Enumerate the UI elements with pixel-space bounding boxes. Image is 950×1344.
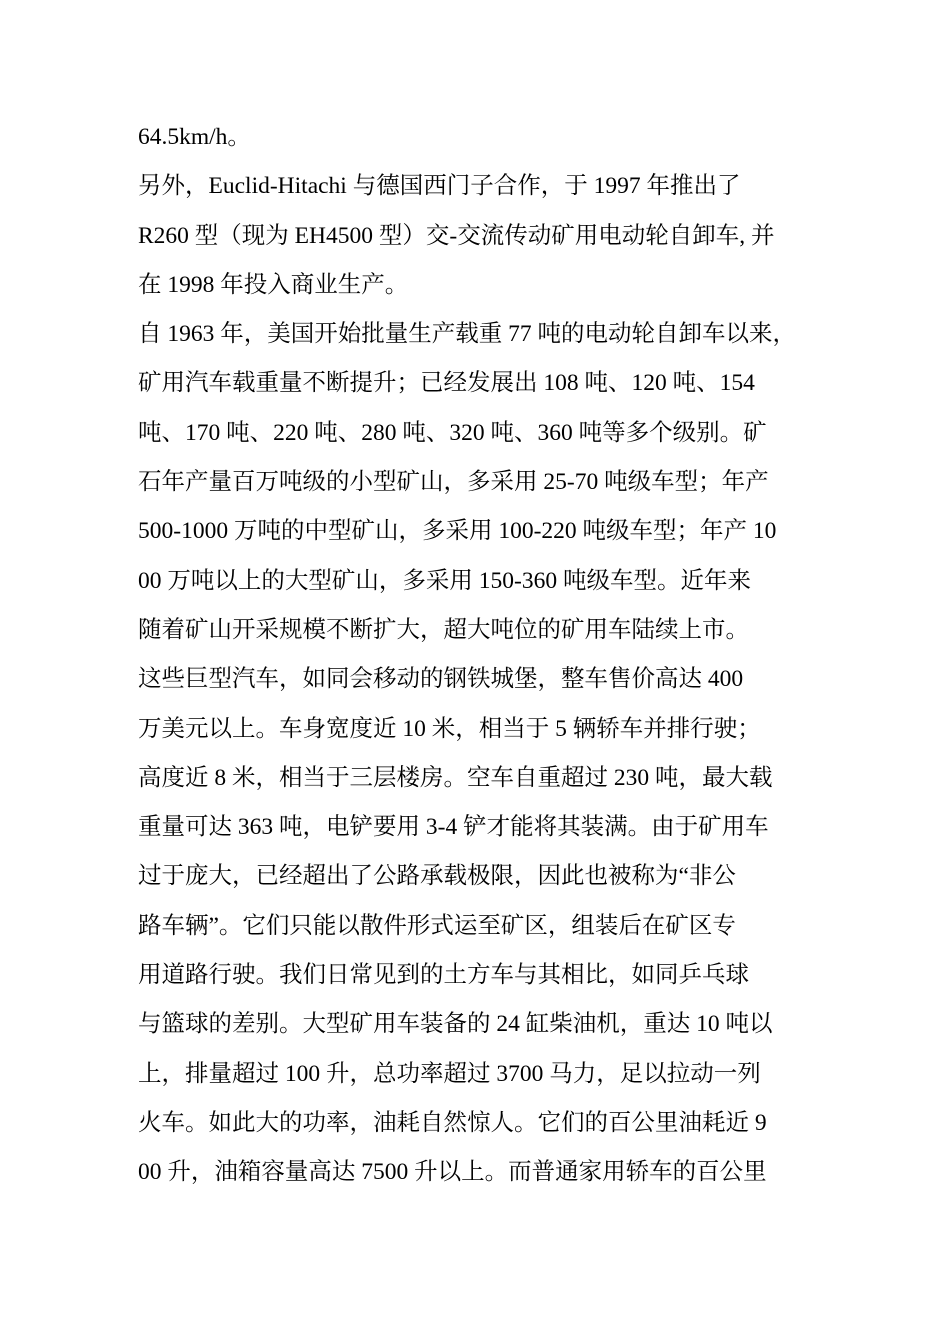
text-line: 用道路行驶。我们日常见到的土方车与其相比，如同乒乓球: [138, 962, 749, 989]
text-line: 64.5km/h。: [138, 124, 251, 150]
text-line: R260 型（现为 EH4500 型）交-交流传动矿用电动轮自卸车, 并: [138, 222, 775, 249]
text-line: 自 1963 年，美国开始批量生产载重 77 吨的电动轮自卸车以来，: [138, 321, 796, 348]
text-line: 500-1000 万吨的中型矿山，多采用 100-220 吨级车型；年产 10: [138, 518, 777, 545]
text-line: 火车。如此大的功率，油耗自然惊人。它们的百公里油耗近 9: [138, 1109, 767, 1136]
text-line: 00 升，油箱容量高达 7500 升以上。而普通家用轿车的百公里: [138, 1159, 767, 1186]
text-line: 路车辆”。它们只能以散件形式运至矿区，组装后在矿区专: [138, 912, 736, 939]
text-line: 矿用汽车载重量不断提升；已经发展出 108 吨、120 吨、154: [138, 370, 755, 397]
text-line: 与篮球的差别。大型矿用车装备的 24 缸柴油机，重达 10 吨以: [138, 1011, 773, 1038]
text-line: 在 1998 年投入商业生产。: [138, 271, 409, 298]
text-line: 石年产量百万吨级的小型矿山，多采用 25-70 吨级车型；年产: [138, 469, 769, 496]
text-line: 吨、170 吨、220 吨、280 吨、320 吨、360 吨等多个级别。矿: [138, 419, 767, 446]
text-line: 00 万吨以上的大型矿山，多采用 150-360 吨级车型。近年来: [138, 567, 751, 594]
document-body: [138, 113, 838, 1198]
text-line: 万美元以上。车身宽度近 10 米，相当于 5 辆轿车并排行驶；: [138, 715, 761, 742]
text-line: 随着矿山开采规模不断扩大，超大吨位的矿用车陆续上市。: [138, 616, 749, 643]
text-line: 高度近 8 米，相当于三层楼房。空车自重超过 230 吨，最大载: [138, 764, 773, 791]
text-line: 这些巨型汽车，如同会移动的钢铁城堡，整车售价高达 400: [138, 666, 744, 693]
text-line: 另外，Euclid-Hitachi 与德国西门子合作，于 1997 年推出了: [138, 173, 741, 200]
text-line: 过于庞大，已经超出了公路承载极限，因此也被称为“非公: [138, 863, 736, 890]
text-line: 上，排量超过 100 升，总功率超过 3700 马力，足以拉动一列: [138, 1060, 761, 1087]
text-line: 重量可达 363 吨，电铲要用 3-4 铲才能将其装满。由于矿用车: [138, 814, 769, 841]
